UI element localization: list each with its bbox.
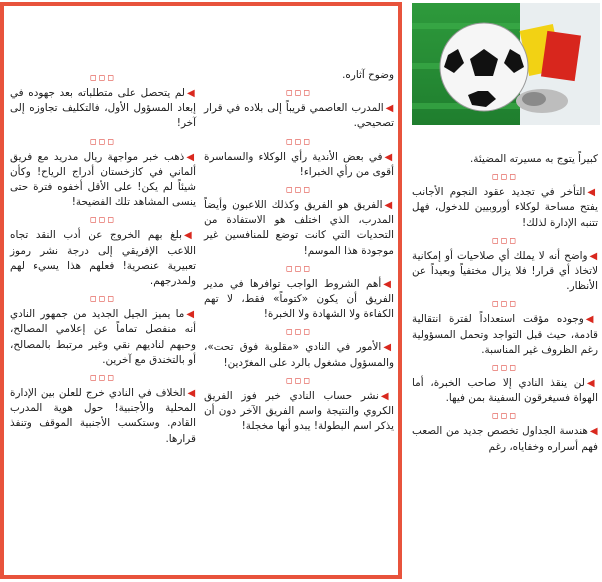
separator-stars: ◻◻◻: [492, 411, 518, 421]
bullet-arrow-icon: ◀: [383, 278, 394, 290]
bullet-arrow-icon: ◀: [187, 388, 196, 400]
bullet-arrow-icon: ◀: [385, 103, 394, 115]
separator-stars: ◻◻◻: [492, 172, 518, 182]
item-text: في بعض الأندية رأي الوكلاء والسماسرة أقوى من رأي الخبراء!: [204, 150, 394, 178]
news-item: [204, 198, 394, 259]
news-item: [10, 86, 196, 132]
separator-stars: ◻◻◻: [492, 363, 518, 373]
item-text: كبيراً يتوج به مسيرته المضيئة.: [470, 153, 598, 165]
football-photo: [412, 3, 600, 125]
item-text: وجوده مؤقت استعداداً لفترة انتقالية قادمة، حيث قبل التواجد وتحمل المسؤولية رغم الظروف غير المناسبة.: [412, 313, 598, 356]
bullet-arrow-icon: ◀: [186, 88, 196, 99]
column-right: [412, 152, 598, 455]
bullet-arrow-icon: ◀: [589, 250, 598, 262]
separator-stars: ◻◻◻: [286, 375, 312, 385]
separator-stars: ◻◻◻: [90, 373, 116, 383]
news-item: [412, 312, 598, 358]
continued-text: [412, 152, 598, 167]
item-text: المدرب العاصمي قريباً إلى بلاده في قرار تصحيحي.: [204, 102, 394, 130]
bullet-arrow-icon: ◀: [585, 314, 598, 326]
news-item: [10, 307, 196, 368]
bullet-arrow-icon: ◀: [186, 309, 196, 321]
item-text: الفريق هو الفريق وكذلك اللاعبون وأيضاً المدرب، الذي اختلف هو الاستفادة من التحديات التي كانت توضع للمنافسين غير موجودة هذا الموسم!: [204, 199, 394, 257]
news-item: [10, 228, 196, 289]
item-text: الأمور في النادي «مقلوبة فوق تحت»، والمسؤول مشغول بالرد على المغرّدين!: [204, 341, 394, 369]
column-left: [10, 68, 196, 447]
separator-stars: ◻◻◻: [286, 263, 312, 273]
separator-stars: ◻◻◻: [90, 294, 116, 304]
separator-stars: ◻◻◻: [90, 215, 116, 225]
item-text: ما يميز الجيل الجديد من جمهور النادي أنه منفصل تماماً عن إعلامي المصالح، وحبهم لناديهم نقي وغير مرتبط بالمصالح، أو بالتخندق مع آخرين.: [10, 308, 196, 366]
news-item: [10, 150, 196, 211]
item-text: ذهب خبر مواجهة ريال مدريد مع فريق ألماني في كازخستان أدراج الرياح! وكأن شيئاً لم يكن! على الأقل أخفوه فترة حتى ينسى المشاهد تلك الفضيحة!: [10, 150, 196, 209]
separator-stars: ◻◻◻: [492, 235, 518, 245]
news-item: [204, 150, 394, 180]
separator-stars: ◻◻◻: [90, 73, 116, 82]
bullet-arrow-icon: ◀: [186, 151, 196, 163]
item-text: بلغ بهم الخروج عن أدب النقد تجاه اللاعب الإفريقي إلى درجة نشر رموز تعبيرية عنصرية! فعلهم هذا يسيء لهم ولمدرجهم.: [10, 229, 196, 288]
item-text: واضح أنه لا يملك أي صلاحيات أو إمكانية لاتخاذ أي قرار! فلا يزال مختفياً وبعيداً عن الأنظار.: [412, 249, 598, 293]
column-middle: [204, 68, 394, 434]
item-text: وضوح آثاره.: [342, 69, 394, 81]
news-item: [412, 185, 598, 231]
news-item: [204, 277, 394, 323]
bullet-arrow-icon: ◀: [384, 151, 394, 163]
news-item: [412, 424, 598, 454]
bullet-arrow-icon: ◀: [384, 200, 394, 212]
item-text: أهم الشروط الواجب توافرها في مدير الفريق أن يكون «كتوماً» فقط، لا تهم الكفاءة ولا الشهادة ولا الخبرة!: [204, 277, 394, 321]
news-item: [412, 376, 598, 406]
item-text: التأخر في تجديد عقود النجوم الأجانب يفتح مساحة لوكلاء أوروبيين للدخول، فهل تتنبه الإدارة لذلك!: [412, 186, 598, 229]
news-item: [10, 386, 196, 447]
bullet-arrow-icon: ◀: [383, 342, 394, 354]
item-text: هندسة الجداول تخصص جديد من الصعب فهم أسراره وخفاياه، رغم: [412, 425, 598, 453]
news-item: [204, 340, 394, 370]
bullet-arrow-icon: ◀: [589, 426, 598, 438]
bullet-arrow-icon: ◀: [586, 378, 598, 390]
news-item: [412, 249, 598, 295]
bullet-arrow-icon: ◀: [380, 390, 394, 402]
item-text: الخلاف في النادي خرج للعلن بين الإدارة المحلية والأجنبية! حول هوية المدرب القادم. وستكسب الأجنبية الموقف وتنفذ قرارها.: [10, 387, 196, 445]
news-item: [204, 389, 394, 435]
item-text: لن ينقذ النادي إلا صاحب الخبرة، أما الهواة فسيغرقون السفينة بمن فيها.: [412, 377, 598, 405]
separator-stars: ◻◻◻: [90, 136, 116, 146]
bullet-arrow-icon: ◀: [183, 230, 196, 242]
item-text: نشر حساب النادي خبر فوز الفريق الكروي والنتيجة واسم الفريق الآخر دون أن يذكر اسم البطولة! يبدو أنها مخجلة!: [204, 389, 394, 433]
bullet-arrow-icon: ◀: [587, 187, 598, 199]
football-icon: [412, 3, 600, 125]
separator-stars: ◻◻◻: [492, 299, 518, 309]
separator-stars: ◻◻◻: [286, 185, 312, 195]
continued-text: [204, 68, 394, 83]
article-frame: [0, 2, 402, 579]
news-item: [204, 101, 394, 131]
item-text: لم يتحصل على متطلباته بعد جهوده في إبعاد المسؤول الأول، فالتكليف تجاوزه إلى آخر!: [10, 87, 196, 130]
separator-stars: ◻◻◻: [286, 88, 312, 98]
separator-stars: ◻◻◻: [286, 327, 312, 337]
separator-stars: ◻◻◻: [286, 136, 312, 146]
